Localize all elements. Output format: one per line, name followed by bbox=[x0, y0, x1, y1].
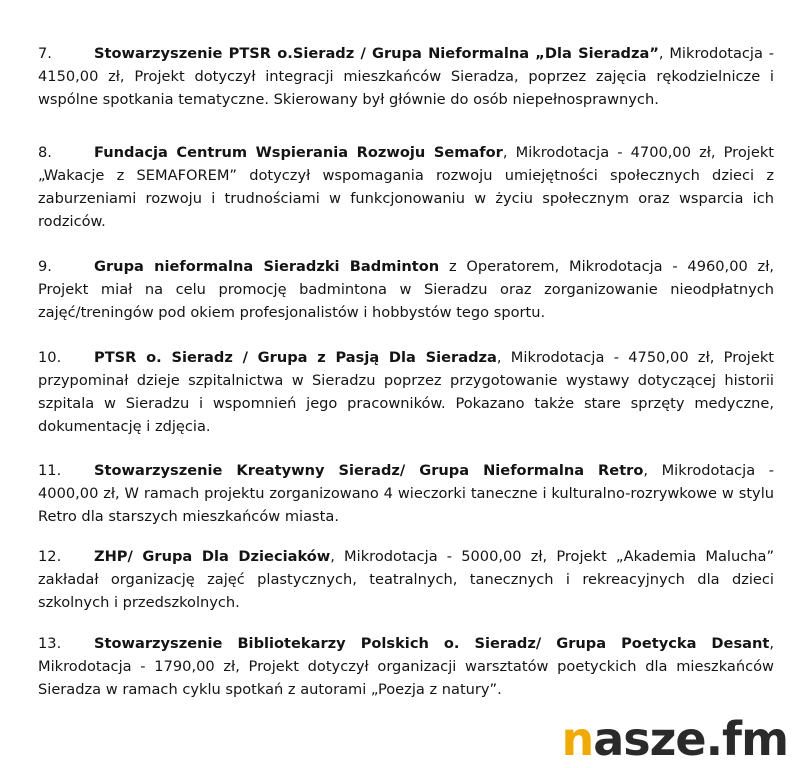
organization-name: PTSR o. Sieradz / Grupa z Pasją Dla Sieradza bbox=[94, 349, 497, 366]
grant-item-12 bbox=[38, 545, 774, 614]
organization-name: Grupa nieformalna Sieradzki Badminton bbox=[94, 258, 440, 275]
organization-name: Stowarzyszenie Bibliotekarzy Polskich o. Sieradz/ Grupa Poetycka Desant bbox=[94, 635, 770, 652]
grant-item-9 bbox=[38, 255, 774, 324]
item-description: , Mikrodotacja - 4150,00 zł, Projekt dotyczył integracji mieszkańców Sieradza, poprzez zajęcia rękodzielnicze i wspólne spotkania tematyczne. Skierowany był głównie do osób niepełnosprawnych. bbox=[38, 45, 774, 108]
grant-item-11 bbox=[38, 459, 774, 528]
grant-item-10 bbox=[38, 346, 774, 438]
item-number: 10. bbox=[38, 349, 62, 366]
item-description: , Mikrodotacja - 5000,00 zł, Projekt „Akademia Malucha” zakładał organizację zajęć plastycznych, teatralnych, tanecznych i rekreacyjnych dla dzieci szkolnych i przedszkolnych. bbox=[38, 548, 775, 611]
item-number: 7. bbox=[38, 45, 52, 62]
item-number: 8. bbox=[38, 144, 52, 161]
item-description: z Operatorem, Mikrodotacja - 4960,00 zł, Projekt miał na celu promocję badmintona w Sieradzu oraz zorganizowanie nieodpłatnych zajęć/treningów pod okiem profesjonalistów i hobbystów tego sportu. bbox=[38, 258, 774, 321]
grant-item-13 bbox=[38, 632, 774, 701]
organization-name: Fundacja Centrum Wspierania Rozwoju Semafor bbox=[94, 144, 503, 161]
item-number: 13. bbox=[38, 635, 62, 652]
logo-accent-letter: n bbox=[561, 712, 594, 766]
item-description: , Mikrodotacja - 1790,00 zł, Projekt dotyczył organizacji warsztatów poetyckich dla mieszkańców Sieradza w ramach cyklu spotkań z autorami „Poezja z natury”. bbox=[38, 635, 774, 698]
item-description: , Mikrodotacja - 4000,00 zł, W ramach projektu zorganizowano 4 wieczorki taneczne i kulturalno-rozrywkowe w stylu Retro dla starszych mieszkańców miasta. bbox=[38, 462, 774, 525]
organization-name: ZHP/ Grupa Dla Dzieciaków bbox=[94, 548, 331, 565]
item-number: 9. bbox=[38, 258, 52, 275]
grant-item-7 bbox=[38, 42, 774, 111]
item-number: 11. bbox=[38, 462, 62, 479]
item-description: , Mikrodotacja - 4750,00 zł, Projekt przypominał dzieje szpitalnictwa w Sieradzu poprzez przygotowanie wystawy dotyczącej historii szpitala w Sieradzu i wspomnień jego pracowników. Pokazano także stare sprzęty medyczne, dokumentację i zdjęcia. bbox=[38, 349, 775, 435]
organization-name: Stowarzyszenie Kreatywny Sieradz/ Grupa Nieformalna Retro bbox=[94, 462, 644, 479]
nasze-fm-logo bbox=[561, 712, 788, 766]
item-number: 12. bbox=[38, 548, 62, 565]
organization-name: Stowarzyszenie PTSR o.Sieradz / Grupa Nieformalna „Dla Sieradza” bbox=[94, 45, 659, 62]
grant-item-8 bbox=[38, 141, 774, 233]
logo-text: asze.fm bbox=[593, 712, 788, 766]
item-description: , Mikrodotacja - 4700,00 zł, Projekt „Wakacje z SEMAFOREM” dotyczył wspomagania rozwoju umiejętności społecznych dzieci z zaburzeniami rozwoju i trudnościami w funkcjonowaniu w życiu społecznym oraz wsparcia ich rodziców. bbox=[38, 144, 774, 230]
